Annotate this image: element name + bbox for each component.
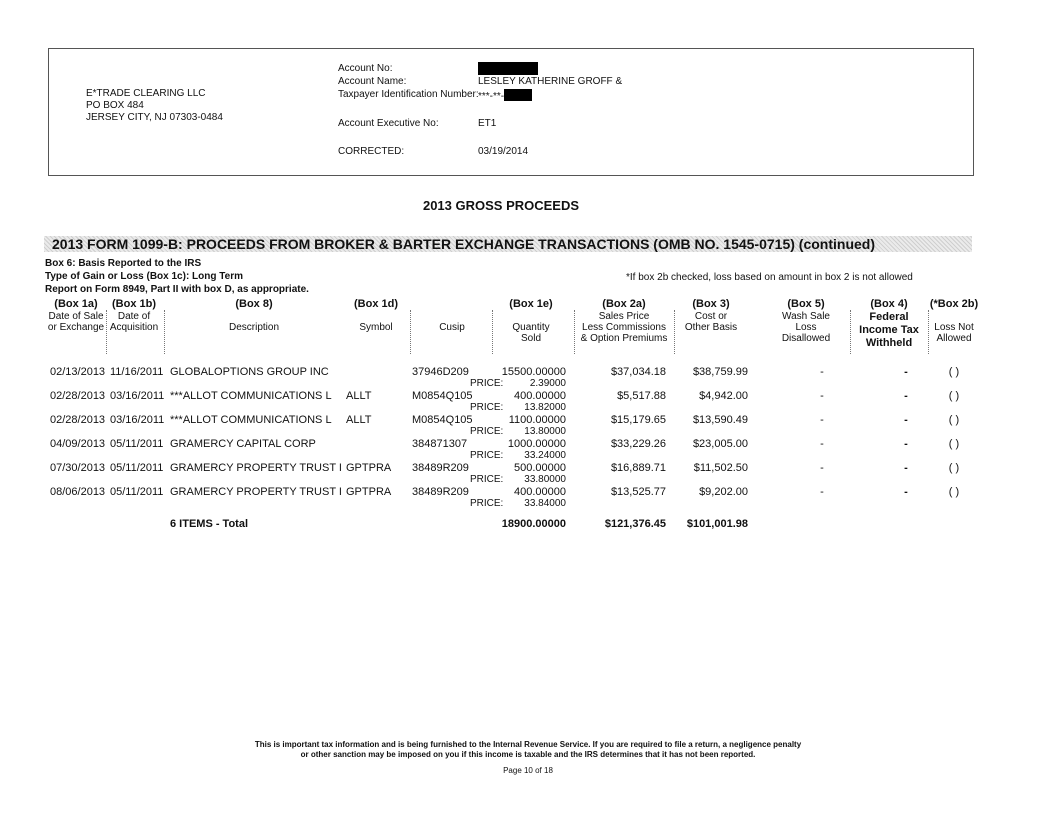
total-label: 6 ITEMS - Total (170, 518, 249, 530)
col-date-sale-l2: or Exchange (47, 322, 105, 333)
price-value: 13.82000 (524, 402, 566, 413)
box2b-cell: ( ) (948, 366, 960, 378)
date-sale-cell: 02/28/2013 (50, 414, 106, 426)
col-fed-tax-box: (Box 4) (870, 298, 908, 310)
account-exec-value: ET1 (478, 118, 497, 129)
col-wash-sale-l3: Disallowed (781, 333, 831, 344)
proceeds-cell: $16,889.71 (610, 462, 666, 474)
tin-value (478, 89, 532, 103)
col-date-acq-l1: Date of (117, 311, 151, 322)
col-proceeds-l3: & Option Premiums (580, 333, 668, 344)
col-box2b-l1: Loss Not (934, 322, 974, 333)
table-row (0, 366, 1056, 392)
col-date-sale-l1: Date of Sale (48, 311, 104, 322)
proceeds-cell: $5,517.88 (617, 390, 666, 402)
description-cell: ***ALLOT COMMUNICATIONS L (170, 390, 332, 402)
col-separator (574, 310, 575, 354)
wash-sale-cell: - (820, 366, 824, 378)
col-separator (492, 310, 493, 354)
box2b-cell: ( ) (948, 390, 960, 402)
wash-sale-cell: - (820, 414, 824, 426)
redacted-tin (504, 89, 532, 101)
col-quantity-l1: Quantity (512, 322, 550, 333)
col-date-acq (106, 298, 162, 333)
tin-label: Taxpayer Identification Number: (338, 89, 479, 100)
account-no-label: Account No: (338, 63, 393, 74)
col-wash-sale (768, 298, 844, 344)
gain-type-line: Type of Gain or Loss (Box 1c): Long Term (45, 271, 243, 282)
quantity-cell: 1100.00000 (508, 414, 566, 426)
table-row (0, 486, 1056, 512)
price-label: PRICE: (470, 498, 504, 509)
description-cell: GRAMERCY PROPERTY TRUST I (170, 486, 342, 498)
quantity-cell: 15500.00000 (501, 366, 566, 378)
col-cost-l2: Other Basis (684, 322, 738, 333)
box2b-note: *If box 2b checked, loss based on amount in box 2 is not allowed (626, 272, 913, 283)
symbol-cell: ALLT (346, 414, 372, 426)
date-acq-cell: 05/11/2011 (110, 438, 164, 450)
table-row (0, 414, 1056, 440)
wash-sale-cell: - (820, 438, 824, 450)
cost-cell: $13,590.49 (692, 414, 748, 426)
col-quantity-l2: Sold (520, 333, 541, 344)
proceeds-cell: $37,034.18 (610, 366, 666, 378)
corrected-value: 03/19/2014 (478, 146, 529, 157)
box2b-cell: ( ) (948, 486, 960, 498)
col-quantity (494, 298, 568, 344)
fed-tax-cell: - (904, 486, 908, 498)
col-fed-tax-l2: Income Tax (859, 324, 919, 336)
date-sale-cell: 02/28/2013 (50, 390, 106, 402)
cusip-cell: 37946D209 (412, 366, 469, 378)
col-proceeds-box: (Box 2a) (602, 298, 646, 310)
price-label: PRICE: (470, 450, 504, 461)
box2b-cell: ( ) (948, 438, 960, 450)
description-cell: GRAMERCY CAPITAL CORP (170, 438, 316, 450)
col-description (166, 298, 342, 333)
col-wash-sale-l2: Loss (795, 322, 817, 333)
col-date-sale-box: (Box 1a) (54, 298, 98, 310)
col-quantity-box: (Box 1e) (509, 298, 553, 310)
col-date-sale (44, 298, 108, 333)
col-proceeds (576, 298, 672, 344)
date-sale-cell: 07/30/2013 (50, 462, 106, 474)
fed-tax-cell: - (904, 462, 908, 474)
cost-cell: $4,942.00 (699, 390, 748, 402)
price-value: 33.24000 (524, 450, 566, 461)
form8949-line: Report on Form 8949, Part II with box D, as appropriate. (45, 284, 309, 295)
fed-tax-cell: - (904, 366, 908, 378)
col-cusip-l1: Cusip (439, 322, 465, 333)
table-row (0, 462, 1056, 488)
payer-address-line2: JERSEY CITY, NJ 07303-0484 (86, 112, 223, 123)
date-acq-cell: 03/16/2011 (110, 390, 165, 402)
col-cost-l1: Cost or (694, 311, 728, 322)
col-separator (164, 310, 165, 354)
cost-cell: $9,202.00 (699, 486, 748, 498)
account-exec-label: Account Executive No: (338, 118, 439, 129)
total-row (0, 518, 1056, 544)
description-cell: GLOBALOPTIONS GROUP INC (170, 366, 329, 378)
col-symbol (346, 298, 406, 333)
col-proceeds-l2: Less Commissions (582, 322, 666, 333)
col-proceeds-l1: Sales Price (598, 311, 650, 322)
payer-address (86, 88, 223, 124)
irs-notice (200, 740, 856, 760)
account-name-label: Account Name: (338, 76, 407, 87)
section-header-bar (44, 236, 972, 252)
price-value: 2.39000 (529, 378, 566, 389)
fed-tax-cell: - (904, 438, 908, 450)
col-separator (674, 310, 675, 354)
col-separator (850, 310, 851, 354)
cusip-cell: M0854Q105 (412, 390, 473, 402)
col-description-box: (Box 8) (235, 298, 273, 310)
col-cost-box: (Box 3) (692, 298, 730, 310)
col-box2b (928, 298, 980, 344)
date-acq-cell: 03/16/2011 (110, 414, 165, 426)
account-name-value: LESLEY KATHERINE GROFF & (478, 76, 623, 87)
date-acq-cell: 05/11/2011 (110, 462, 164, 474)
total-proceeds: $121,376.45 (604, 518, 666, 530)
description-cell: GRAMERCY PROPERTY TRUST I (170, 462, 342, 474)
col-separator (410, 310, 411, 354)
redacted-account-no (478, 62, 538, 75)
price-value: 33.80000 (524, 474, 566, 485)
col-symbol-box: (Box 1d) (354, 298, 398, 310)
table-row (0, 390, 1056, 416)
col-wash-sale-l1: Wash Sale (782, 311, 830, 322)
price-value: 33.84000 (524, 498, 566, 509)
col-fed-tax-l1: Federal (869, 311, 909, 323)
col-fed-tax (852, 298, 926, 350)
symbol-cell: GPTPRA (346, 462, 392, 474)
fed-tax-cell: - (904, 390, 908, 402)
col-cost (676, 298, 746, 333)
section-title: 2013 FORM 1099-B: PROCEEDS FROM BROKER & BARTER EXCHANGE TRANSACTIONS (OMB NO. 1545-0715) (continued) (52, 236, 875, 252)
symbol-cell: GPTPRA (346, 486, 392, 498)
col-wash-sale-box: (Box 5) (787, 298, 825, 310)
col-date-acq-box: (Box 1b) (112, 298, 156, 310)
date-acq-cell: 11/16/2011 (110, 366, 164, 378)
price-label: PRICE: (470, 378, 504, 389)
fed-tax-cell: - (904, 414, 908, 426)
col-cusip (420, 322, 484, 333)
date-sale-cell: 04/09/2013 (50, 438, 106, 450)
total-quantity: 18900.00000 (501, 518, 566, 530)
table-row (0, 438, 1056, 464)
col-separator (928, 310, 929, 354)
irs-notice-line2: or other sanction may be imposed on you if this income is taxable and the IRS determines that it has not been reported. (300, 750, 756, 759)
cusip-cell: M0854Q105 (412, 414, 473, 426)
price-label: PRICE: (470, 474, 504, 485)
quantity-cell: 400.00000 (514, 486, 566, 498)
symbol-cell: ALLT (346, 390, 372, 402)
irs-notice-line1: This is important tax information and is being furnished to the Internal Revenue Service. If you are required to file a return, a negligence penalty (254, 740, 802, 749)
date-acq-cell: 05/11/2011 (110, 486, 164, 498)
price-value: 13.80000 (524, 426, 566, 437)
proceeds-cell: $15,179.65 (610, 414, 666, 426)
col-separator (106, 310, 107, 354)
col-box2b-box: (*Box 2b) (929, 298, 979, 310)
proceeds-cell: $33,229.26 (610, 438, 666, 450)
date-sale-cell: 08/06/2013 (50, 486, 106, 498)
box2b-cell: ( ) (948, 462, 960, 474)
cusip-cell: 38489R209 (412, 486, 469, 498)
cost-cell: $23,005.00 (692, 438, 748, 450)
box2b-cell: ( ) (948, 414, 960, 426)
total-cost: $101,001.98 (686, 518, 748, 530)
payer-address-line1: PO BOX 484 (86, 100, 144, 111)
col-fed-tax-l3: Withheld (865, 337, 913, 349)
basis-line: Box 6: Basis Reported to the IRS (45, 258, 202, 269)
page-number: Page 10 of 18 (503, 766, 553, 775)
cost-cell: $11,502.50 (693, 462, 748, 474)
wash-sale-cell: - (820, 462, 824, 474)
col-box2b-l2: Allowed (936, 333, 972, 344)
quantity-cell: 1000.00000 (507, 438, 566, 450)
cusip-cell: 384871307 (412, 438, 468, 450)
proceeds-cell: $13,525.77 (610, 486, 666, 498)
tin-prefix: ***-**- (478, 91, 505, 102)
quantity-cell: 400.00000 (514, 390, 566, 402)
quantity-cell: 500.00000 (514, 462, 566, 474)
date-sale-cell: 02/13/2013 (50, 366, 106, 378)
col-date-acq-l2: Acquisition (109, 322, 159, 333)
price-label: PRICE: (470, 426, 504, 437)
cusip-cell: 38489R209 (412, 462, 469, 474)
payer-name: E*TRADE CLEARING LLC (86, 88, 206, 99)
col-description-l1: Description (228, 322, 280, 333)
page-title: 2013 GROSS PROCEEDS (422, 198, 580, 213)
wash-sale-cell: - (820, 486, 824, 498)
cost-cell: $38,759.99 (692, 366, 748, 378)
wash-sale-cell: - (820, 390, 824, 402)
corrected-label: CORRECTED: (338, 146, 405, 157)
description-cell: ***ALLOT COMMUNICATIONS L (170, 414, 332, 426)
col-symbol-l1: Symbol (359, 322, 393, 333)
price-label: PRICE: (470, 402, 504, 413)
